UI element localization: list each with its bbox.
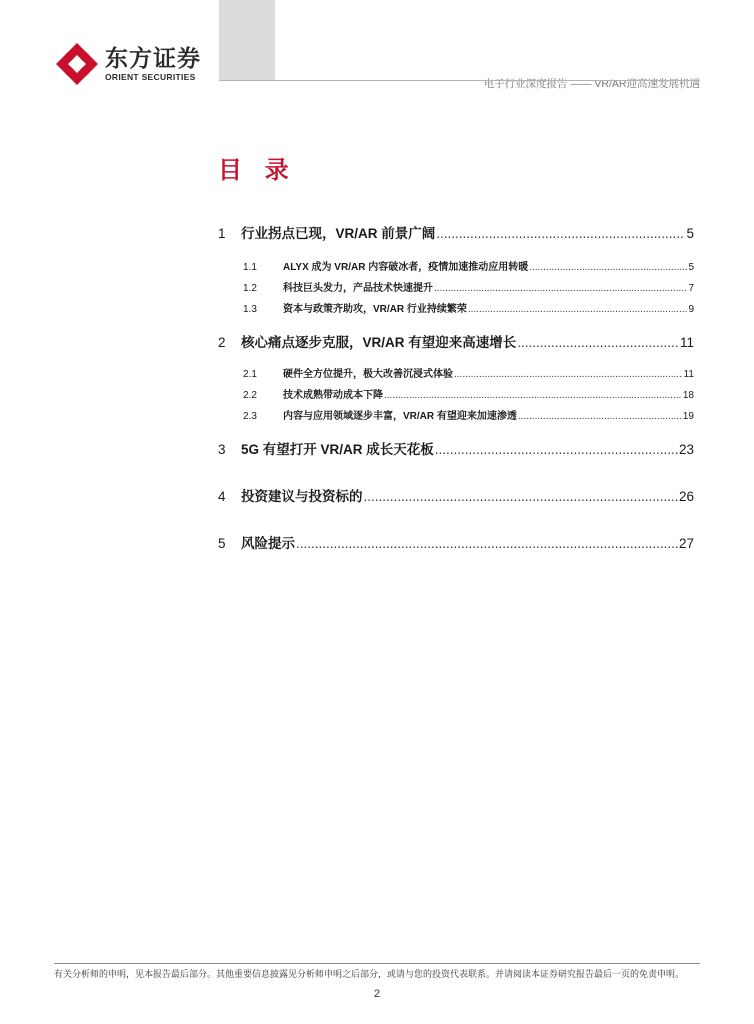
dot-leader	[529, 262, 687, 273]
toc-entry-title: 核心痛点逐步克服，VR/AR 有望迎来高速增长	[241, 335, 517, 350]
toc-entry-title: 科技巨头发力，产品技术快速提升	[283, 283, 433, 294]
dot-leader	[517, 335, 679, 350]
toc-entry-number: 2	[218, 335, 226, 350]
toc-entry-page: 7	[688, 283, 694, 294]
toc-entry-page: 19	[682, 411, 694, 422]
dot-leader	[434, 283, 687, 294]
toc-entry[interactable]	[218, 485, 694, 505]
dot-leader	[296, 536, 678, 551]
logo-english-name: ORIENT SECURITIES	[105, 72, 196, 82]
toc-entry-page: 18	[682, 390, 694, 401]
toc-entry[interactable]	[218, 331, 694, 351]
toc-entry[interactable]	[218, 532, 694, 552]
toc-entry-page: 5	[686, 226, 694, 241]
toc-entry-title: 内容与应用领域逐步丰富，VR/AR 有望迎来加速渗透	[283, 411, 517, 422]
toc-entry-number: 2.3	[243, 411, 257, 422]
toc-entry-number: 1.3	[243, 304, 257, 315]
toc-entry-number: 2.1	[243, 369, 257, 380]
footer-disclaimer: 有关分析师的申明，见本报告最后部分。其他重要信息披露见分析师申明之后部分，或请与您的投资代表联系。并请阅读本证券研究报告最后一页的免责申明。	[54, 969, 685, 979]
footer-divider	[54, 963, 700, 964]
logo-chinese-name: 东方证券	[105, 45, 201, 71]
toc-entry-page: 26	[678, 489, 694, 504]
orient-logo-icon	[55, 42, 99, 86]
toc-entry-page: 9	[688, 304, 694, 315]
toc-entry-number: 1.2	[243, 283, 257, 294]
toc-entry-title: 5G 有望打开 VR/AR 成长天花板	[241, 442, 434, 457]
toc-entry-title: 风险提示	[241, 536, 295, 551]
toc-entry-number: 1	[218, 226, 226, 241]
company-logo	[55, 42, 201, 86]
toc-entry[interactable]	[243, 407, 694, 421]
dot-leader	[384, 390, 682, 401]
toc-entry-title: 技术成熟带动成本下降	[283, 390, 383, 401]
header-divider	[219, 80, 700, 81]
dot-leader	[454, 369, 683, 380]
toc-entry-page: 27	[678, 536, 694, 551]
toc-entry-number: 3	[218, 442, 226, 457]
toc-entry[interactable]	[243, 258, 694, 272]
report-title: 电子行业深度报告 —— VR/AR迎高速发展机遇	[483, 78, 700, 90]
toc-entry-number: 2.2	[243, 390, 257, 401]
toc-entry-page: 11	[683, 369, 694, 380]
dot-leader	[435, 442, 678, 457]
toc-entry-title: 硬件全方位提升，极大改善沉浸式体验	[283, 369, 453, 380]
toc-entry-page: 5	[688, 262, 694, 273]
toc-title: 目 录	[218, 157, 297, 184]
toc-entry-number: 1.1	[243, 262, 257, 273]
table-of-contents	[218, 222, 694, 552]
toc-entry[interactable]	[243, 300, 694, 314]
toc-entry-title: 行业拐点已现，VR/AR 前景广阔	[241, 226, 436, 241]
toc-entry[interactable]	[243, 386, 694, 400]
toc-entry-page: 23	[678, 442, 694, 457]
toc-entry-number: 4	[218, 489, 226, 504]
header-gray-block	[219, 0, 275, 80]
toc-entry[interactable]	[243, 279, 694, 293]
toc-entry-title: 资本与政策齐助攻，VR/AR 行业持续繁荣	[283, 304, 467, 315]
dot-leader	[518, 411, 682, 422]
dot-leader	[364, 489, 678, 504]
toc-entry[interactable]	[243, 365, 694, 379]
toc-entry-page: 11	[679, 335, 694, 350]
page-number: 2	[373, 988, 381, 1000]
toc-entry-title: ALYX 成为 VR/AR 内容破冰者，疫情加速推动应用转暖	[283, 262, 529, 273]
toc-entry[interactable]	[218, 222, 694, 242]
dot-leader	[436, 226, 685, 241]
toc-entry[interactable]	[218, 438, 694, 458]
toc-entry-number: 5	[218, 536, 226, 551]
dot-leader	[468, 304, 688, 315]
toc-entry-title: 投资建议与投资标的	[241, 489, 363, 504]
